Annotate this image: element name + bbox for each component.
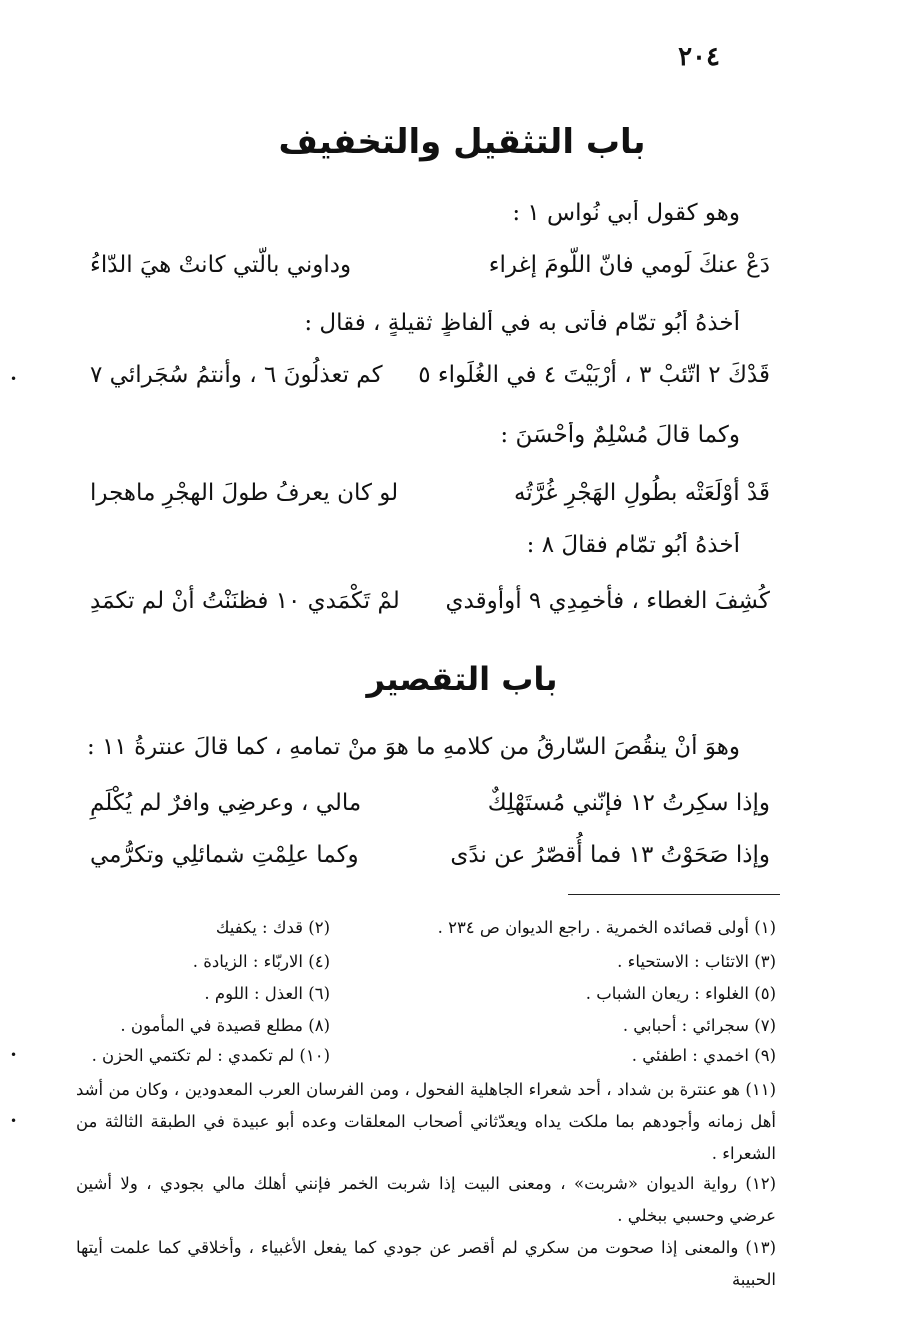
footnote: (٣) الاتئاب : الاستحياء .: [617, 952, 776, 971]
verse-first-hemistich: كُشِفَ الغطاء ، فأخمِدِي ٩ أوأوقدي: [445, 588, 770, 614]
footnote: (٧) سجرائي : أحبابي .: [622, 1016, 776, 1035]
verse-line: [70, 362, 770, 406]
verse-second-hemistich: لمْ تَكْمَدي ١٠ فظنَنْتُ أنْ لم تكمَدِ: [90, 588, 400, 614]
footnote: (٢) قدك : يكفيك: [215, 918, 330, 937]
verse-line: [70, 790, 770, 834]
footnote-long: (١٢) رواية الديوان «شربت» ، ومعنى البيت إذا شربت الخمر فإنني أهلك مالي بجودي ، ولا أشين عرضي وحسبي ببخلي .: [76, 1174, 776, 1225]
paragraph-intro: وهوَ أنْ ينقُصَ السّارِقُ من كلامهِ ما هوَ منْ تمامهِ ، كما قالَ عنترةُ ١١ :: [87, 734, 740, 760]
page-number: ٢٠٤: [678, 42, 720, 72]
verse-second-hemistich: لو كان يعرفُ طولَ الهجْرِ ماهجرا: [90, 480, 399, 506]
footnote-long: (١١) هو عنترة بن شداد ، أحد شعراء الجاهلية الفحول ، ومن الفرسان العرب المعدودين ، وكان من أشد أهل زمانه وأجودهم بما ملكت يداه ويعدّثاني أصحاب المعلقات وعده أبو عبيدة في الطبقة الثالثة من الشعراء .: [76, 1080, 776, 1163]
footnote: (٥) الغلواء : ريعان الشباب .: [585, 984, 776, 1003]
verse-second-hemistich: وداوني بالّتي كانتْ هيَ الدّاءُ: [90, 252, 352, 278]
footnote: (٦) العذل : اللوم .: [204, 984, 330, 1003]
footnote: (٨) مطلع قصيدة في المأمون .: [120, 1016, 330, 1035]
verse-line: [70, 588, 770, 632]
margin-dot: •: [10, 1048, 18, 1062]
verse-first-hemistich: وإذا صَحَوْتُ ١٣ فما أُقصّرُ عن ندًى: [450, 842, 770, 868]
paragraph: أخذهُ أبُو تمّام فأتى به في ألفاظٍ ثقيلةٍ ، فقال :: [304, 310, 740, 336]
paragraph: وكما قالَ مُسْلِمٌ وأحْسَنَ :: [500, 422, 740, 448]
verse-first-hemistich: وإذا سكِرتُ ١٢ فإنّني مُستَهْلِكٌ: [487, 790, 770, 816]
verse-second-hemistich: وكما علِمْتِ شمائلِي وتكرُّمي: [90, 842, 359, 868]
section-title-taqsir: باب التقصير: [366, 660, 558, 698]
footnote: (٩) اخمدي : اطفئي .: [631, 1046, 776, 1065]
margin-dot: •: [10, 372, 18, 386]
footnote-long: (١٣) والمعنى إذا صحوت من سكري لم أقصر عن جودي كما يفعل الأغبياء ، وأخلاقي كما علمت أيتها الحبيبة: [76, 1238, 776, 1289]
footnote-divider: [568, 894, 780, 895]
paragraph: أخذهُ أبُو تمّامٍ فقالَ ٨ :: [526, 532, 740, 558]
verse-line: [70, 480, 770, 524]
footnote: (١٠) لم تكمدي : لم تكتمي الحزن .: [91, 1046, 330, 1065]
verse-second-hemistich: كم تعذلُونَ ٦ ، وأنتمُ سُجَرائي ٧: [90, 362, 383, 388]
margin-dot: •: [10, 1114, 18, 1128]
verse-second-hemistich: مالي ، وعرضِي وافرٌ لم يُكْلَمِ: [90, 790, 362, 816]
verse-first-hemistich: دَعْ عنكَ لَومي فانّ اللّومَ إغراء: [488, 252, 770, 278]
verse-first-hemistich: قَدْ أوْلَعَتْه بطُولِ الهَجْرِ غُرَّتُه: [513, 480, 770, 506]
section-title-tathqil: باب التثقيل والتخفيف: [278, 122, 646, 162]
verse-first-hemistich: قَدْكَ ٢ اتّئبْ ٣ ، أرْبَيْتَ ٤ في الغُلَواء ٥: [418, 362, 770, 388]
verse-line: [70, 252, 770, 296]
footnote: (٤) الاربّاء : الزيادة .: [192, 952, 330, 971]
verse-line: [70, 842, 770, 886]
footnote: (١) أولى قصائده الخمرية . راجع الديوان ص ٢٣٤ .: [437, 918, 776, 937]
paragraph-intro: وهو كقول أبي نُواسٍ ١ :: [512, 200, 740, 226]
